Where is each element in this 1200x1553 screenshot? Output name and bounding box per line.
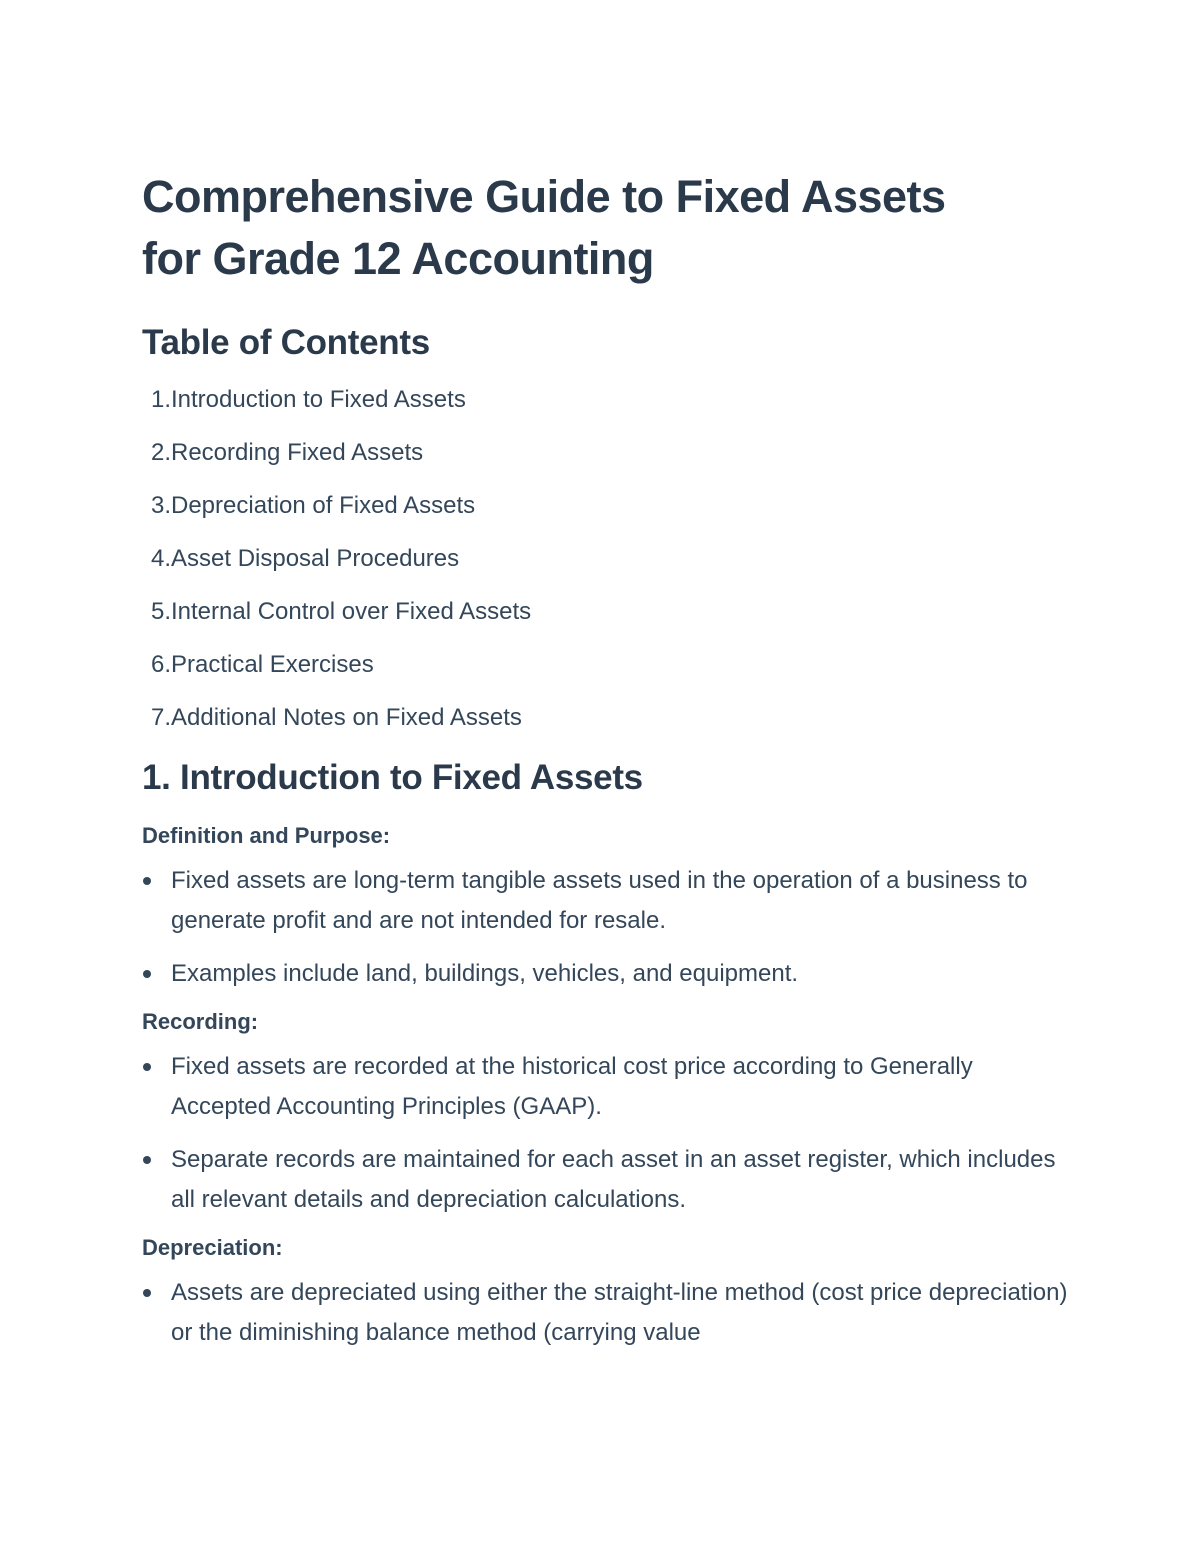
list-item-text: Assets are depreciated using either the straight-line method (cost price depreciation) or the diminishing balance method (carrying value <box>171 1279 1068 1346</box>
list-item <box>142 1047 1072 1127</box>
toc-item-number: 1. <box>150 386 171 413</box>
toc-item[interactable] <box>142 543 1072 575</box>
toc-item[interactable] <box>142 649 1072 681</box>
recording-list <box>142 1047 1072 1220</box>
toc-item-label: Practical Exercises <box>171 651 374 678</box>
toc-item[interactable] <box>142 596 1072 628</box>
list-item-text: Fixed assets are recorded at the historical cost price according to Generally Accepted Accounting Principles (GAAP). <box>171 1053 973 1120</box>
section-heading-introduction: 1. Introduction to Fixed Assets <box>142 758 643 797</box>
subheading-definition: Definition and Purpose: <box>142 823 391 848</box>
document-title <box>142 166 1072 290</box>
toc-item-number: 7. <box>150 704 171 731</box>
toc-item-number: 5. <box>150 598 171 625</box>
subheading-recording: Recording: <box>142 1009 259 1034</box>
toc-item[interactable] <box>142 702 1072 734</box>
list-item-text: Examples include land, buildings, vehicles, and equipment. <box>171 960 799 987</box>
subheading-depreciation: Depreciation: <box>142 1235 283 1260</box>
bullet-icon <box>143 1156 151 1164</box>
document-title-line-1: Comprehensive Guide to Fixed Assets <box>142 171 946 222</box>
list-item <box>142 1273 1072 1353</box>
table-of-contents <box>142 384 1072 734</box>
bullet-icon <box>143 877 151 885</box>
list-item <box>142 954 1072 994</box>
definition-list <box>142 861 1072 994</box>
list-item <box>142 861 1072 941</box>
toc-item-label: Asset Disposal Procedures <box>171 545 460 572</box>
toc-item[interactable] <box>142 384 1072 416</box>
toc-item-number: 6. <box>150 651 171 678</box>
depreciation-list <box>142 1273 1072 1353</box>
toc-heading: Table of Contents <box>142 323 430 362</box>
document-title-line-2: for Grade 12 Accounting <box>142 233 654 284</box>
toc-item[interactable] <box>142 490 1072 522</box>
bullet-icon <box>143 1289 151 1297</box>
list-item-text: Separate records are maintained for each asset in an asset register, which includes all relevant details and depreciation calculations. <box>171 1146 1056 1213</box>
list-item-text: Fixed assets are long-term tangible assets used in the operation of a business to generate profit and are not intended for resale. <box>171 867 1028 934</box>
document-page <box>142 166 1072 1366</box>
toc-item-label: Internal Control over Fixed Assets <box>171 598 532 625</box>
toc-item-number: 2. <box>150 439 171 466</box>
toc-item[interactable] <box>142 437 1072 469</box>
list-item <box>142 1140 1072 1220</box>
bullet-icon <box>143 1063 151 1071</box>
bullet-icon <box>143 970 151 978</box>
toc-item-number: 4. <box>150 545 171 572</box>
toc-item-label: Additional Notes on Fixed Assets <box>171 704 522 731</box>
toc-item-number: 3. <box>150 492 171 519</box>
toc-item-label: Recording Fixed Assets <box>171 439 424 466</box>
toc-item-label: Depreciation of Fixed Assets <box>171 492 476 519</box>
toc-item-label: Introduction to Fixed Assets <box>171 386 466 413</box>
